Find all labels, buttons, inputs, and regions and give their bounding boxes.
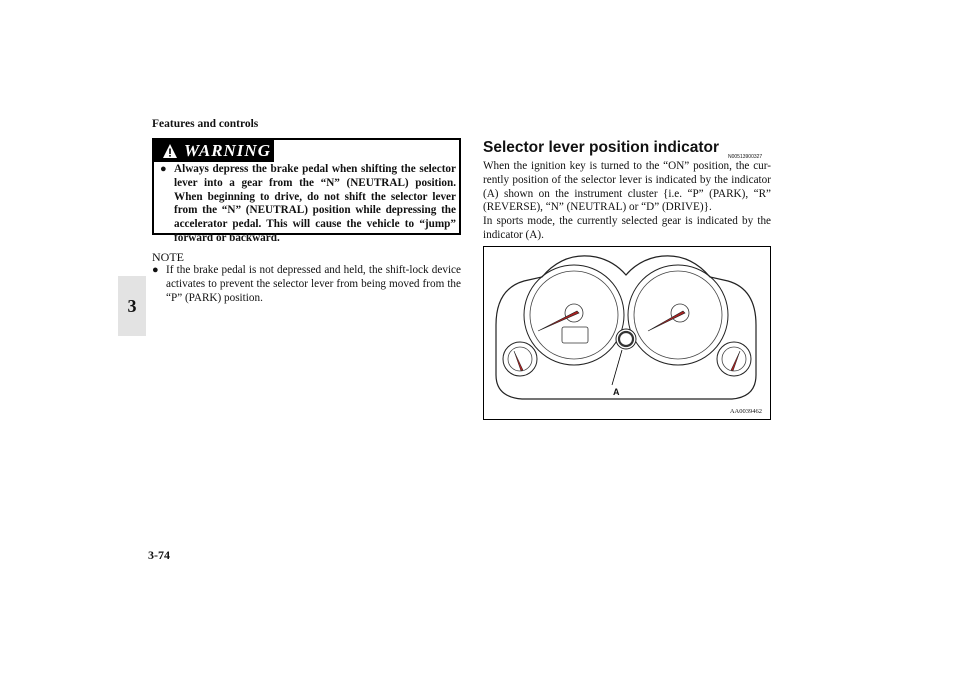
chapter-tab: 3 xyxy=(118,276,146,336)
warning-item xyxy=(160,163,456,246)
instrument-cluster-figure xyxy=(483,246,771,420)
running-header: Features and controls xyxy=(152,118,259,130)
body-paragraph-2: In sports mode, the currently selected gear is indicated by the indicator (A). xyxy=(483,215,771,241)
note-text: If the brake pedal is not depressed and held, the shift-lock device activates to prevent the selector lever from being moved from the “P” (PARK) position. xyxy=(166,264,461,304)
section-title: Selector lever position indicator xyxy=(483,139,720,156)
warning-box xyxy=(152,138,461,244)
warning-title: WARNING xyxy=(184,141,271,160)
warning-triangle-icon xyxy=(162,143,178,159)
bullet-icon: ● xyxy=(152,264,159,276)
warning-header xyxy=(154,140,274,162)
bullet-icon: ● xyxy=(160,163,167,175)
page-number: 3-74 xyxy=(148,548,170,562)
warning-text: Always depress the brake pedal when shifting the selector lever into a gear from the “N” (NEUTRAL) position. When beginning to drive, do not shift the selector lever from the “N” (NEUTRAL) position while depressing the accelerator pedal. This will cause the vehicle to “jump” forward or backward. xyxy=(174,163,456,244)
note-label: NOTE xyxy=(152,250,184,264)
instrument-cluster-illustration xyxy=(484,247,770,419)
section-body xyxy=(483,160,771,243)
note-item xyxy=(152,264,461,305)
figure-code: AA0039462 xyxy=(729,408,762,415)
figure-label-a: A xyxy=(613,387,620,397)
reference-code: N00513900327 xyxy=(728,154,763,160)
body-paragraph-1: When the ignition key is turned to the “ON” position, the cur-rently position of the selector lever is indicated by the indicator (A) shown on the instrument cluster {i.e. “P” (PARK), “R” (REVERSE), “N” (NEUTRAL) or “D” (DRIVE)}. xyxy=(483,160,771,214)
